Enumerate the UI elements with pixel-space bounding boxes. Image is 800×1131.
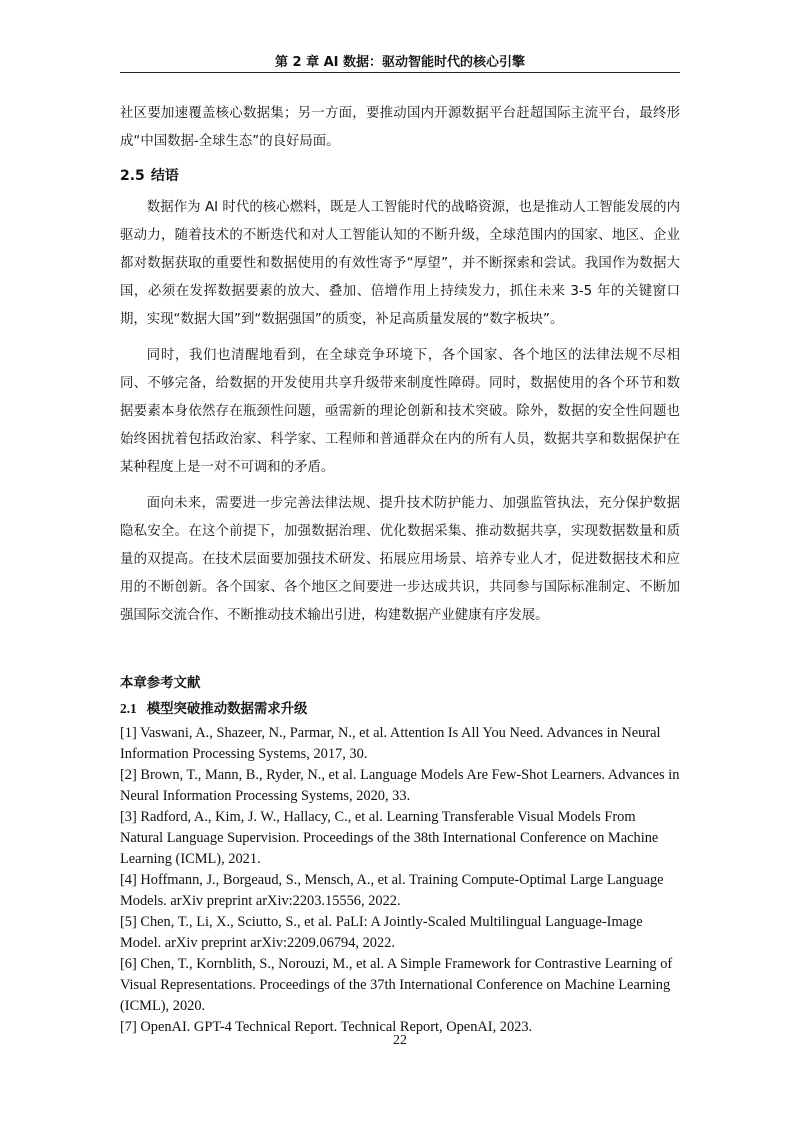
subsection-title: 模型突破推动数据需求升级 [146,702,308,717]
header-rule [120,72,680,73]
references-subsection-heading [120,698,680,721]
reference-item: [5] Chen, T., Li, X., Sciutto, S., et al. PaLI: A Jointly-Scaled Multilingual Language-Image Model. arXiv preprint arXiv:2209.06794, 2022. [120,914,643,951]
reference-item: [3] Radford, A., Kim, J. W., Hallacy, C., et al. Learning Transferable Visual Models From Natural Language Supervision. Proceedings of the 38th International Conference on Machine Learning (ICML), 2021. [120,809,659,867]
page-number: 22 [393,1033,407,1048]
section-number: 2.5 [120,168,145,184]
references-section [120,673,680,1038]
section-heading [120,164,680,188]
reference-item: [7] OpenAI. GPT-4 Technical Report. Technical Report, OpenAI, 2023. [120,1019,533,1035]
reference-item: [6] Chen, T., Kornblith, S., Norouzi, M., et al. A Simple Framework for Contrastive Learning of Visual Representations. Proceedings of the 37th International Conference on Machine Learning (ICML), 2020. [120,956,673,1014]
running-header: 第 2 章 AI 数据：驱动智能时代的核心引擎 [274,55,526,70]
references-title: 本章参考文献 [120,676,201,691]
reference-item: [4] Hoffmann, J., Borgeaud, S., Mensch, A., et al. Training Compute-Optimal Large Language Models. arXiv preprint arXiv:2203.15556, 2022. [120,872,664,909]
paragraph: 数据作为 AI 时代的核心燃料，既是人工智能时代的战略资源，也是推动人工智能发展的内驱动力，随着技术的不断迭代和对人工智能认知的不断升级，全球范围内的国家、地区、企业都对数据获取的重要性和数据使用的有效性寄予“厚望”，并不断探索和尝试。我国作为数据大国，必须在发挥数据要素的放大、叠加、倍增作用上持续发力，抓住未来 3-5 年的关键窗口期，实现“数据大国”到“数据强国”的质变，补足高质量发展的“数字板块”。 [120,200,680,327]
intro-paragraph: 社区要加速覆盖核心数据集；另一方面，要推动国内开源数据平台赶超国际主流平台，最终形成“中国数据-全球生态”的良好局面。 [120,106,680,149]
reference-item: [2] Brown, T., Mann, B., Ryder, N., et al. Language Models Are Few-Shot Learners. Advances in Neural Information Processing Systems, 2020, 33. [120,767,680,804]
body-text [120,100,680,630]
reference-item: [1] Vaswani, A., Shazeer, N., Parmar, N., et al. Attention Is All You Need. Advances in Neural Information Processing Systems, 2017, 30. [120,725,661,762]
paragraph: 同时，我们也清醒地看到，在全球竞争环境下，各个国家、各个地区的法律法规不尽相同、不够完备，给数据的开发使用共享升级带来制度性障碍。同时，数据使用的各个环节和数据要素本身依然存在瓶颈性问题，亟需新的理论创新和技术突破。除外，数据的安全性问题也始终困扰着包括政治家、科学家、工程师和普通群众在内的所有人员，数据共享和数据保护在某种程度上是一对不可调和的矛盾。 [120,348,680,475]
section-title: 结语 [150,168,179,184]
paragraph: 面向未来，需要进一步完善法律法规、提升技术防护能力、加强监管执法，充分保护数据隐私安全。在这个前提下，加强数据治理、优化数据采集、推动数据共享，实现数据数量和质量的双提高。在技术层面要加强技术研发、拓展应用场景、培养专业人才，促进数据技术和应用的不断创新。各个国家、各个地区之间要进一步达成共识，共同参与国际标准制定、不断加强国际交流合作、不断推动技术输出引进，构建数据产业健康有序发展。 [120,496,680,623]
subsection-number: 2.1 [120,701,137,716]
